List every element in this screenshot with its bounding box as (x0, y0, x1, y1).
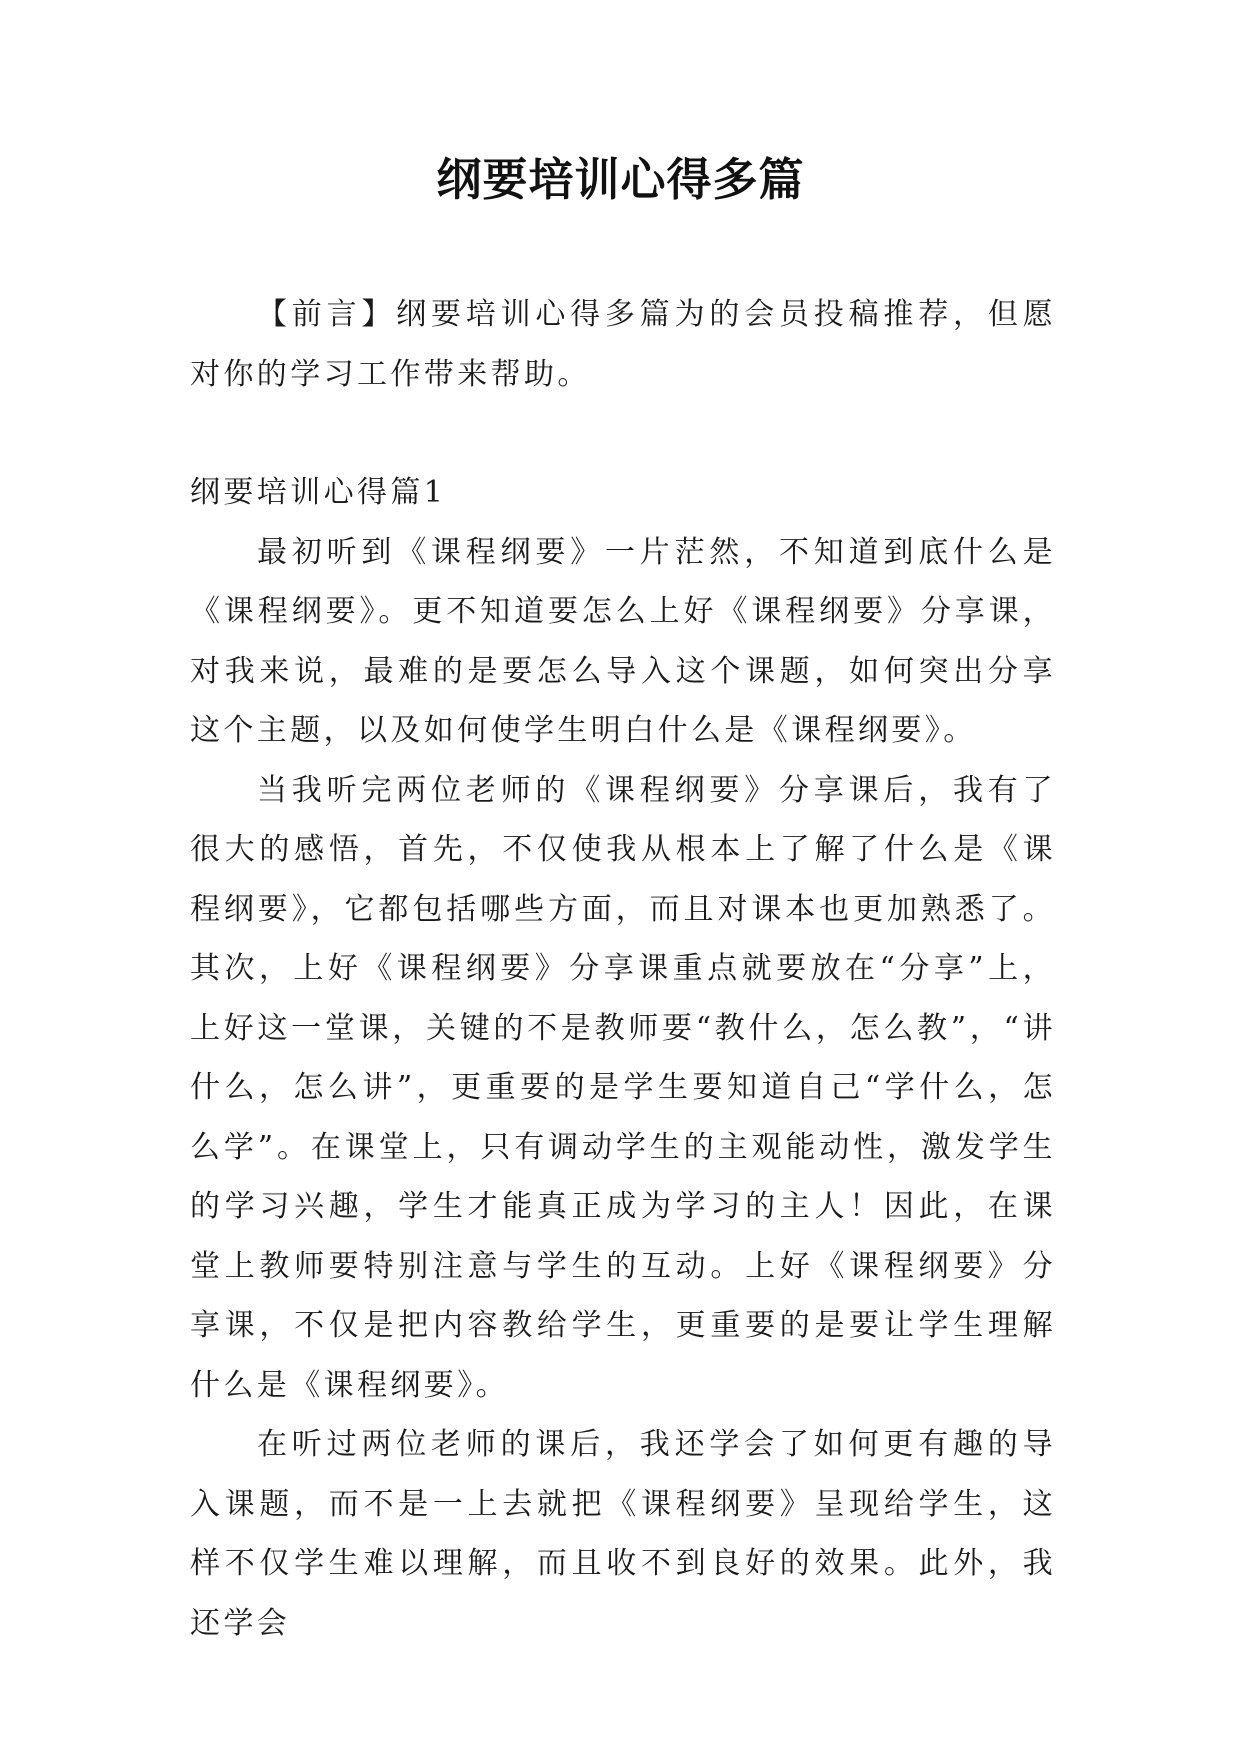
section-heading: 纲要培训心得篇1 (190, 475, 447, 510)
body-paragraph-2: 当我听完两位老师的《课程纲要》分享课后，我有了很大的感悟，首先，不仅使我从根本上了解了什么是《课程纲要》，它都包括哪些方面，而且对课本也更加熟悉了。其次，上好《课程纲要》分享课重点就要放在“分享”上，上好这一堂课，关键的不是教师要“教什么，怎么教”，“讲什么，怎么讲”，更重要的是学生要知道自己“学什么，怎么学”。在课堂上，只有调动学生的主观能动性，激发学生的学习兴趣，学生才能真正成为学习的主人！因此，在课堂上教师要特别注意与学生的互动。上好《课程纲要》分享课，不仅是把内容教给学生，更重要的是要让学生理解什么是《课程纲要》。 (190, 772, 1056, 1403)
preface-paragraph: 【前言】纲要培训心得多篇为的会员投稿推荐，但愿对你的学习工作带来帮助。 (190, 297, 1056, 392)
document-body (190, 285, 1056, 1653)
body-paragraph-1: 最初听到《课程纲要》一片茫然，不知道到底什么是《课程纲要》。更不知道要怎么上好《课程纲要》分享课，对我来说，最难的是要怎么导入这个课题，如何突出分享这个主题，以及如何使学生明白什么是《课程纲要》。 (190, 534, 1056, 748)
body-paragraph-3: 在听过两位老师的课后，我还学会了如何更有趣的导入课题，而不是一上去就把《课程纲要》呈现给学生，这样不仅学生难以理解，而且收不到良好的效果。此外，我还学会 (190, 1427, 1056, 1641)
document-title: 纲要培训心得多篇 (436, 153, 805, 206)
